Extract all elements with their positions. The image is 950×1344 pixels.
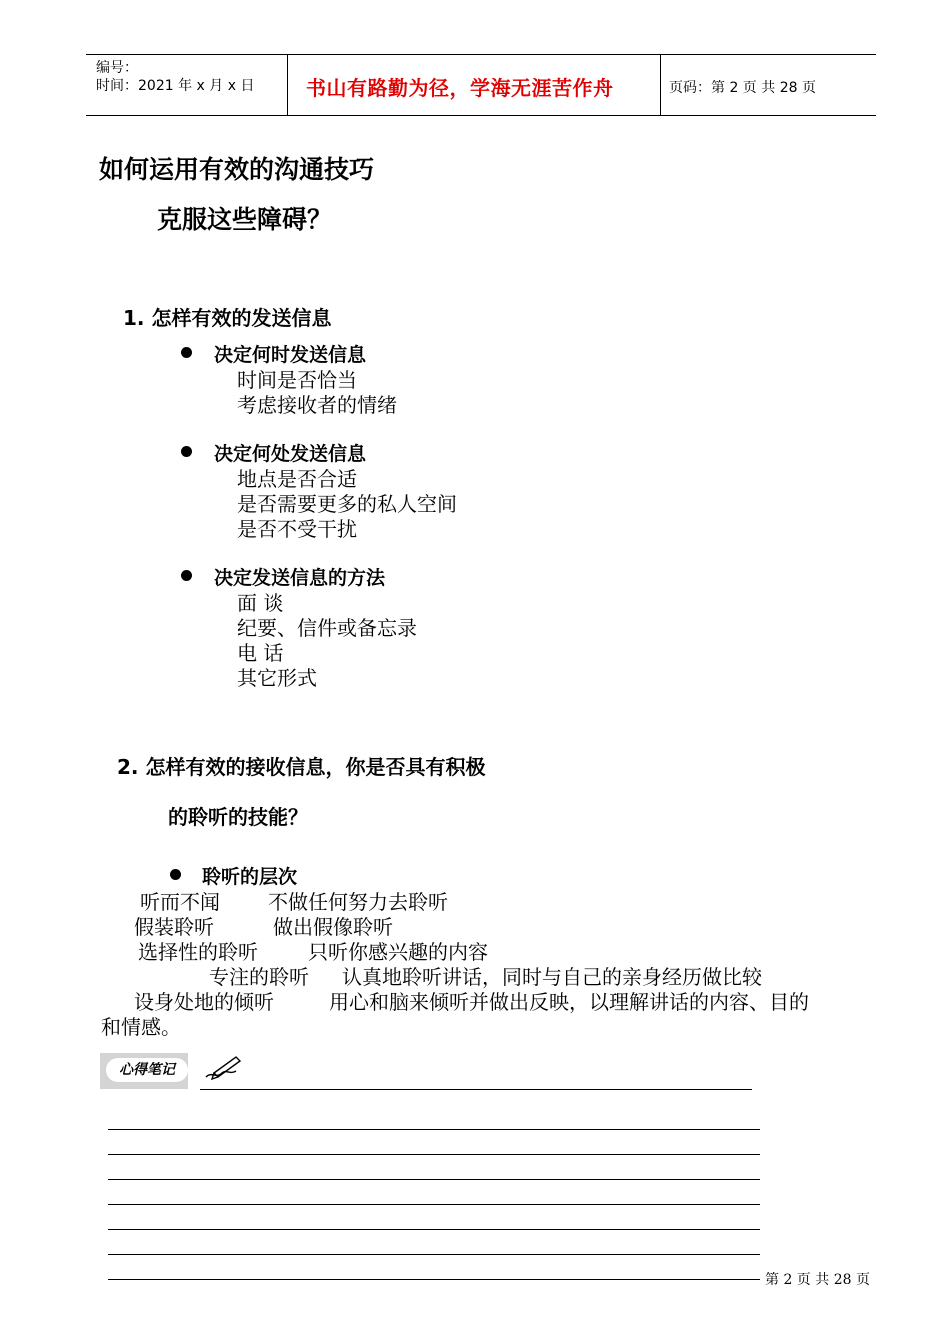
listening-level-name: 设身处地的倾听	[134, 990, 274, 1014]
section1-group2-item: 地点是否合适	[237, 467, 357, 491]
listening-level-desc: 认真地聆听讲话，同时与自己的亲身经历做比较	[342, 965, 762, 989]
section2-heading-line1: 2. 怎样有效的接收信息，你是否具有积极	[117, 755, 486, 779]
section1-group1-item: 考虑接收者的情绪	[237, 393, 397, 417]
listening-level-desc: 只听你感兴趣的内容	[308, 940, 488, 964]
section1-group3-item: 电 话	[237, 641, 284, 665]
page-title-line1: 如何运用有效的沟通技巧	[99, 155, 375, 184]
notes-ruled-line	[108, 1229, 760, 1230]
footer-page-info: 第 2 页 共 28 页	[765, 1272, 870, 1288]
listening-level-name: 选择性的聆听	[138, 940, 258, 964]
bullet-dot	[181, 570, 192, 581]
section1-group1-heading: 决定何时发送信息	[214, 344, 367, 366]
section1-group3-item: 其它形式	[237, 666, 317, 690]
notes-ruled-line	[108, 1129, 760, 1130]
header-divider-left	[287, 54, 288, 116]
section1-group3-heading: 决定发送信息的方法	[214, 567, 386, 589]
header-bottom-rule	[86, 115, 876, 116]
section1-group2-item: 是否不受干扰	[237, 517, 357, 541]
listening-level-desc: 不做任何努力去聆听	[268, 890, 448, 914]
listening-level-desc: 用心和脑来倾听并做出反映，以理解讲话的内容、目的	[329, 990, 809, 1014]
notes-ruled-line	[108, 1279, 760, 1280]
header-motto: 书山有路勤为径，学海无涯苦作舟	[306, 76, 614, 100]
section2-bullet-heading: 聆听的层次	[202, 866, 298, 888]
header-divider-right	[660, 54, 661, 116]
section1-group3-item: 面 谈	[237, 591, 284, 615]
header-top-rule	[86, 54, 876, 55]
notes-ruled-line	[108, 1154, 760, 1155]
listening-level-name: 听而不闻	[140, 890, 220, 914]
notes-underline	[200, 1089, 752, 1090]
page-title-line2: 克服这些障碍？	[157, 205, 333, 234]
document-number-label: 编号：	[96, 60, 138, 76]
section2-heading-line2: 的聆听的技能？	[168, 805, 308, 829]
listening-level-name: 假装聆听	[134, 915, 214, 939]
header-page-info: 页码：第 2 页 共 28 页	[669, 80, 816, 96]
notes-ruled-line	[108, 1204, 760, 1205]
section1-group2-item: 是否需要更多的私人空间	[237, 492, 457, 516]
listening-level-desc: 做出假像聆听	[273, 915, 393, 939]
notes-ruled-line	[108, 1179, 760, 1180]
bullet-dot	[170, 869, 181, 880]
pen-writing-icon	[202, 1053, 244, 1083]
listening-level-continuation: 和情感。	[101, 1015, 181, 1039]
listening-level-name: 专注的聆听	[209, 965, 309, 989]
notes-label: 心得笔记	[119, 1062, 175, 1078]
bullet-dot	[181, 446, 192, 457]
notes-ruled-line	[108, 1254, 760, 1255]
section1-heading: 1. 怎样有效的发送信息	[123, 306, 332, 330]
section1-group3-item: 纪要、信件或备忘录	[237, 616, 417, 640]
section1-group2-heading: 决定何处发送信息	[214, 443, 367, 465]
document-time-label: 时间：2021 年 x 月 x 日	[96, 78, 255, 94]
section1-group1-item: 时间是否恰当	[237, 368, 357, 392]
bullet-dot	[181, 347, 192, 358]
